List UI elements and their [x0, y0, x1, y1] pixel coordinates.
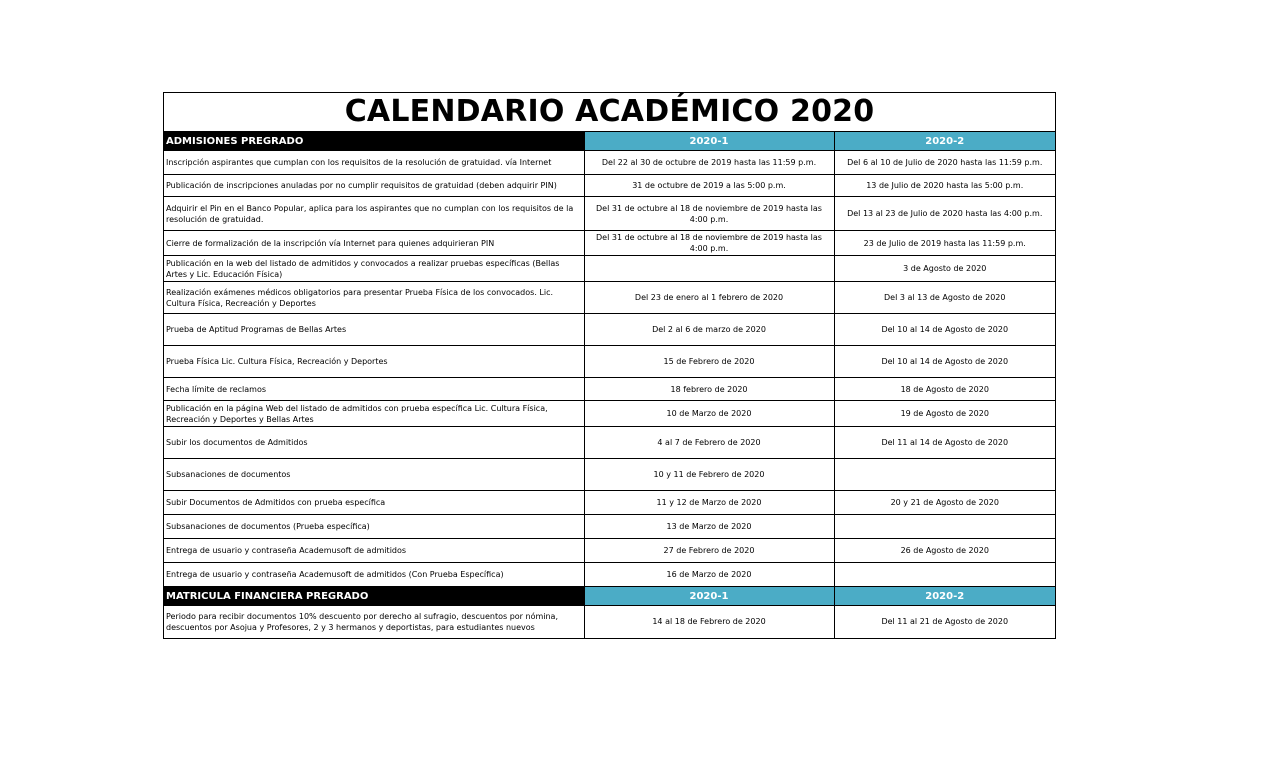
- date-cell-term1: 14 al 18 de Febrero de 2020: [584, 606, 834, 638]
- term-header-1: 2020-1: [584, 132, 834, 151]
- activity-cell: Publicación en la web del listado de admitidos y convocados a realizar pruebas específicas (Bellas Artes y Lic. Educación Física): [164, 256, 584, 282]
- date-cell-term1: 4 al 7 de Febrero de 2020: [584, 427, 834, 459]
- date-cell-term1: Del 2 al 6 de marzo de 2020: [584, 314, 834, 346]
- date-cell-term1: Del 22 al 30 de octubre de 2019 hasta las 11:59 p.m.: [584, 151, 834, 175]
- activity-cell: Adquirir el Pin en el Banco Popular, aplica para los aspirantes que no cumplan con los requisitos de la resolución de gratuidad.: [164, 197, 584, 231]
- date-cell-term1: [584, 256, 834, 282]
- activity-cell: Inscripción aspirantes que cumplan con los requisitos de la resolución de gratuidad. vía Internet: [164, 151, 584, 175]
- activity-cell: Cierre de formalización de la inscripción vía Internet para quienes adquirieran PIN: [164, 231, 584, 256]
- date-cell-term1: 18 febrero de 2020: [584, 378, 834, 401]
- table-row: [164, 606, 1055, 638]
- activity-cell: Publicación de inscripciones anuladas por no cumplir requisitos de gratuidad (deben adquirir PIN): [164, 175, 584, 197]
- table-row: [164, 515, 1055, 539]
- section-header-admisiones: [164, 132, 1055, 151]
- table-row: [164, 197, 1055, 231]
- term-header-1: 2020-1: [584, 587, 834, 606]
- date-cell-term2: Del 10 al 14 de Agosto de 2020: [834, 346, 1055, 378]
- date-cell-term2: 19 de Agosto de 2020: [834, 401, 1055, 427]
- activity-cell: Entrega de usuario y contraseña Academusoft de admitidos (Con Prueba Específica): [164, 563, 584, 587]
- date-cell-term2: 26 de Agosto de 2020: [834, 539, 1055, 563]
- date-cell-term1: 11 y 12 de Marzo de 2020: [584, 491, 834, 515]
- table-row: [164, 314, 1055, 346]
- calendar-sheet: [163, 92, 1056, 639]
- date-cell-term1: 13 de Marzo de 2020: [584, 515, 834, 539]
- activity-cell: Fecha límite de reclamos: [164, 378, 584, 401]
- date-cell-term1: Del 31 de octubre al 18 de noviembre de 2019 hasta las 4:00 p.m.: [584, 231, 834, 256]
- table-row: [164, 346, 1055, 378]
- page-title: CALENDARIO ACADÉMICO 2020: [164, 93, 1055, 132]
- date-cell-term1: 16 de Marzo de 2020: [584, 563, 834, 587]
- date-cell-term2: Del 10 al 14 de Agosto de 2020: [834, 314, 1055, 346]
- date-cell-term1: Del 31 de octubre al 18 de noviembre de 2019 hasta las 4:00 p.m.: [584, 197, 834, 231]
- section-header-matricula: [164, 587, 1055, 606]
- date-cell-term2: 13 de Julio de 2020 hasta las 5:00 p.m.: [834, 175, 1055, 197]
- date-cell-term1: 10 de Marzo de 2020: [584, 401, 834, 427]
- table-row: [164, 175, 1055, 197]
- date-cell-term2: 18 de Agosto de 2020: [834, 378, 1055, 401]
- table-row: [164, 459, 1055, 491]
- activity-cell: Prueba Física Lic. Cultura Física, Recreación y Deportes: [164, 346, 584, 378]
- calendar-table: [164, 132, 1055, 638]
- table-row: [164, 151, 1055, 175]
- date-cell-term2: Del 13 al 23 de Julio de 2020 hasta las 4:00 p.m.: [834, 197, 1055, 231]
- table-row: [164, 256, 1055, 282]
- table-row: [164, 401, 1055, 427]
- date-cell-term1: 15 de Febrero de 2020: [584, 346, 834, 378]
- section-heading: MATRICULA FINANCIERA PREGRADO: [164, 587, 584, 606]
- activity-cell: Entrega de usuario y contraseña Academusoft de admitidos: [164, 539, 584, 563]
- table-row: [164, 282, 1055, 314]
- activity-cell: Publicación en la página Web del listado de admitidos con prueba específica Lic. Cultura Física, Recreación y Deportes y Bellas Artes: [164, 401, 584, 427]
- date-cell-term1: Del 23 de enero al 1 febrero de 2020: [584, 282, 834, 314]
- activity-cell: Subsanaciones de documentos: [164, 459, 584, 491]
- activity-cell: Subsanaciones de documentos (Prueba específica): [164, 515, 584, 539]
- date-cell-term1: 31 de octubre de 2019 a las 5:00 p.m.: [584, 175, 834, 197]
- table-row: [164, 563, 1055, 587]
- table-row: [164, 491, 1055, 515]
- date-cell-term2: Del 11 al 14 de Agosto de 2020: [834, 427, 1055, 459]
- date-cell-term2: Del 11 al 21 de Agosto de 2020: [834, 606, 1055, 638]
- date-cell-term2: Del 6 al 10 de Julio de 2020 hasta las 11:59 p.m.: [834, 151, 1055, 175]
- date-cell-term2: [834, 459, 1055, 491]
- activity-cell: Periodo para recibir documentos 10% descuento por derecho al sufragio, descuentos por nómina, descuentos por Asojua y Profesores, 2 y 3 hermanos y deportistas, para estudiantes nuevos: [164, 606, 584, 638]
- date-cell-term2: Del 3 al 13 de Agosto de 2020: [834, 282, 1055, 314]
- date-cell-term2: [834, 515, 1055, 539]
- activity-cell: Realización exámenes médicos obligatorios para presentar Prueba Física de los convocados. Lic. Cultura Física, Recreación y Deportes: [164, 282, 584, 314]
- date-cell-term2: 20 y 21 de Agosto de 2020: [834, 491, 1055, 515]
- date-cell-term2: 3 de Agosto de 2020: [834, 256, 1055, 282]
- term-header-2: 2020-2: [834, 132, 1055, 151]
- table-row: [164, 427, 1055, 459]
- table-row: [164, 378, 1055, 401]
- table-row: [164, 231, 1055, 256]
- date-cell-term1: 10 y 11 de Febrero de 2020: [584, 459, 834, 491]
- table-row: [164, 539, 1055, 563]
- activity-cell: Subir Documentos de Admitidos con prueba específica: [164, 491, 584, 515]
- activity-cell: Prueba de Aptitud Programas de Bellas Artes: [164, 314, 584, 346]
- section-heading: ADMISIONES PREGRADO: [164, 132, 584, 151]
- activity-cell: Subir los documentos de Admitidos: [164, 427, 584, 459]
- date-cell-term1: 27 de Febrero de 2020: [584, 539, 834, 563]
- date-cell-term2: 23 de Julio de 2019 hasta las 11:59 p.m.: [834, 231, 1055, 256]
- date-cell-term2: [834, 563, 1055, 587]
- term-header-2: 2020-2: [834, 587, 1055, 606]
